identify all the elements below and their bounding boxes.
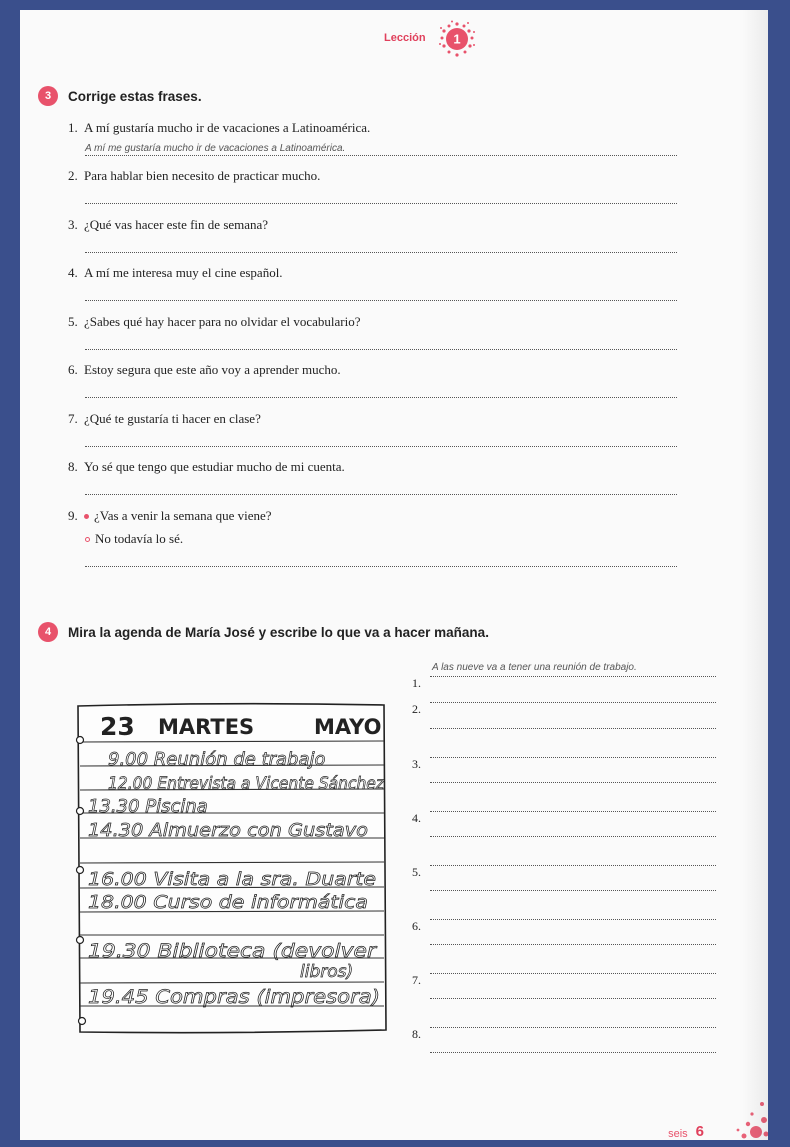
page-footer bbox=[668, 1118, 704, 1140]
answer-line[interactable] bbox=[430, 1052, 716, 1053]
answer-line[interactable] bbox=[430, 728, 716, 729]
agenda-entry: 9.00 Reunión de trabajo bbox=[108, 749, 326, 770]
sentence-text: ¿Sabes qué hay hacer para no olvidar el vocabulario? bbox=[84, 314, 361, 329]
exercise-item-6: 6. Estoy segura que este año voy a aprender mucho. bbox=[68, 362, 680, 378]
page-number-word: seis bbox=[668, 1128, 688, 1140]
answer-number: 2. bbox=[412, 702, 421, 716]
ring-hole-icon bbox=[79, 1018, 86, 1025]
answer-number: 4. bbox=[412, 811, 421, 825]
answer-number: 6. bbox=[412, 919, 421, 933]
exercise-item-1: 1. A mí gustaría mucho ir de vacaciones a Latinoamérica. A mí me gustaría mucho ir de vacaciones a Latinoamérica. bbox=[68, 120, 680, 136]
answer-line[interactable] bbox=[430, 890, 716, 891]
exercise-item-2: 2. Para hablar bien necesito de practicar mucho. bbox=[68, 168, 680, 184]
agenda-entry: 13.30 Piscina bbox=[88, 796, 208, 817]
section-3-heading: Corrige estas frases. bbox=[68, 88, 202, 104]
lesson-label: Lección bbox=[384, 32, 426, 44]
agenda-entry: 18.00 Curso de informática bbox=[88, 892, 368, 913]
answer-line[interactable] bbox=[85, 566, 677, 567]
sample-answer: A las nueve va a tener una reunión de trabajo. bbox=[432, 662, 637, 673]
exercise-item-7: 7. ¿Qué te gustaría ti hacer en clase? bbox=[68, 411, 680, 427]
answer-line[interactable] bbox=[430, 973, 716, 974]
answer-line[interactable] bbox=[85, 300, 677, 301]
section-3-title bbox=[38, 86, 202, 106]
answer-line[interactable] bbox=[85, 494, 677, 495]
agenda-entry: libros) bbox=[300, 962, 354, 982]
answer-line[interactable] bbox=[85, 252, 677, 253]
speaker-a-bullet-icon bbox=[84, 514, 89, 519]
agenda-entry: 19.45 Compras (impresora) bbox=[88, 986, 380, 1008]
ring-hole-icon bbox=[77, 737, 84, 744]
agenda-entry: 16.00 Visita a la sra. Duarte bbox=[88, 869, 376, 890]
sentence-text: ¿Qué vas hacer este fin de semana? bbox=[84, 217, 269, 232]
section-3-number: 3 bbox=[38, 86, 58, 106]
answer-line[interactable] bbox=[430, 782, 716, 783]
answer-line[interactable] bbox=[85, 446, 677, 447]
answer-line[interactable] bbox=[430, 1027, 716, 1028]
agenda-entry: 12.00 Entrevista a Vicente Sánchez bbox=[108, 774, 385, 794]
agenda-day: 23 bbox=[100, 712, 135, 741]
dialogue-line-1: ¿Vas a venir la semana que viene? bbox=[94, 508, 272, 523]
agenda-notebook bbox=[72, 700, 390, 1040]
agenda-weekday: MARTES bbox=[158, 715, 255, 739]
section-4-title bbox=[38, 622, 489, 642]
answer-line[interactable] bbox=[85, 155, 677, 156]
answer-line[interactable] bbox=[430, 944, 716, 945]
answer-line[interactable] bbox=[430, 919, 716, 920]
answer-line[interactable] bbox=[430, 676, 716, 677]
decorative-splash-icon bbox=[724, 1080, 768, 1140]
agenda-entry: 14.30 Almuerzo con Gustavo bbox=[88, 820, 368, 841]
agenda-entry: 19.30 Biblioteca (devolver bbox=[88, 940, 378, 962]
exercise-item-8: 8. Yo sé que tengo que estudiar mucho de mi cuenta. bbox=[68, 459, 680, 475]
answer-line[interactable] bbox=[430, 998, 716, 999]
sentence-text: Estoy segura que este año voy a aprender mucho. bbox=[84, 362, 341, 377]
sentence-text: Yo sé que tengo que estudiar mucho de mi cuenta. bbox=[84, 459, 345, 474]
answer-line[interactable] bbox=[430, 702, 716, 703]
section-4-number: 4 bbox=[38, 622, 58, 642]
answer-line[interactable] bbox=[430, 811, 716, 812]
exercise-item-9: 9. ¿Vas a venir la semana que viene? No todavía lo sé. bbox=[68, 508, 680, 547]
sentence-text: A mí me interesa muy el cine español. bbox=[84, 265, 283, 280]
agenda-month: MAYO bbox=[314, 715, 382, 739]
answer-line[interactable] bbox=[85, 349, 677, 350]
workbook-page bbox=[20, 10, 768, 1140]
lesson-badge-icon bbox=[438, 20, 476, 58]
answer-number: 7. bbox=[412, 973, 421, 987]
answer-line[interactable] bbox=[85, 397, 677, 398]
ring-hole-icon bbox=[77, 937, 84, 944]
sentence-text: ¿Qué te gustaría ti hacer en clase? bbox=[84, 411, 261, 426]
dialogue-line-2: No todavía lo sé. bbox=[95, 531, 184, 546]
ring-hole-icon bbox=[77, 808, 84, 815]
answer-number: 8. bbox=[412, 1027, 421, 1041]
answer-line[interactable] bbox=[430, 865, 716, 866]
svg-text:1: 1 bbox=[453, 31, 461, 47]
speaker-b-bullet-icon bbox=[85, 537, 90, 542]
sample-answer: A mí me gustaría mucho ir de vacaciones a Latinoamérica. bbox=[85, 143, 346, 154]
exercise-item-5: 5. ¿Sabes qué hay hacer para no olvidar el vocabulario? bbox=[68, 314, 680, 330]
answer-line[interactable] bbox=[430, 836, 716, 837]
page-number: 6 bbox=[695, 1123, 704, 1140]
exercise-item-4: 4. A mí me interesa muy el cine español. bbox=[68, 265, 680, 281]
exercise-item-3: 3. ¿Qué vas hacer este fin de semana? bbox=[68, 217, 680, 233]
answer-number: 5. bbox=[412, 865, 421, 879]
answer-number: 1. bbox=[412, 676, 421, 690]
sentence-text: Para hablar bien necesito de practicar mucho. bbox=[84, 168, 321, 183]
answer-line[interactable] bbox=[85, 203, 677, 204]
answer-line[interactable] bbox=[430, 757, 716, 758]
sentence-text: A mí gustaría mucho ir de vacaciones a Latinoamérica. bbox=[84, 120, 371, 135]
ring-hole-icon bbox=[77, 867, 84, 874]
section-4-heading: Mira la agenda de María José y escribe lo que va a hacer mañana. bbox=[68, 624, 489, 640]
answer-number: 3. bbox=[412, 757, 421, 771]
